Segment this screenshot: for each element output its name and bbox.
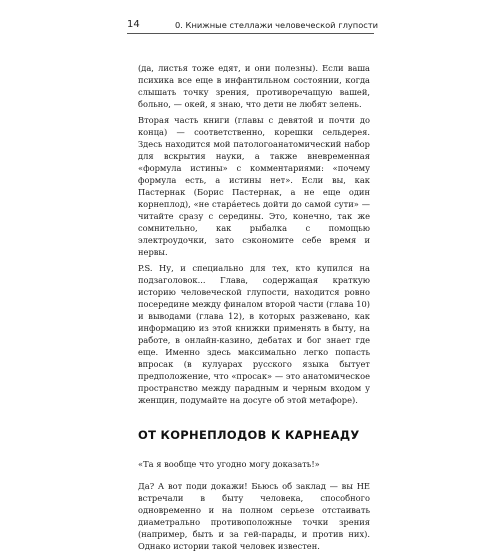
paragraph: P.S. Ну, и специально для тех, кто купился на подзаголовок... Глава, содержащая краткую историю человеческой глупости, находится ровно посередине между финалом второй части (глава 10) и выводами (глава 12), в которых разжевано, как информацию из этой книжки применять в быту, на работе, в онлайн-казино, дебатах и бог знает где еще. Именно здесь максимально легко попасть впросак (в кулуарах русского языка бытует предположение, что «просак» — это анатомическое пространство между парадным и черным входом у женщин, подумайте на досуге об этой метафоре). bbox=[138, 263, 370, 405]
page-number: 14 bbox=[127, 19, 140, 30]
running-header bbox=[127, 19, 379, 34]
paragraph: (да, листья тоже едят, и они полезны). Если ваша психика все еще в инфантильном состоянии, когда слышать точку зрения, противоречащую вашей, больно, — окей, я знаю, что дети не любят зелень. bbox=[138, 63, 370, 109]
body-text bbox=[138, 62, 370, 552]
chapter-title: 0. Книжные стеллажи человеческой глупости bbox=[175, 20, 379, 30]
paragraph: Вторая часть книги (главы с девятой и почти до конца) — соответственно, корешки сельдерея. Здесь находится мой патологоанатомический набор для вскрытия науки, а также вневременная «формула истины» с комментариями: «почему формула есть, а истины нет». Если вы, как Пастернак (Борис Пастернак, а не еще один корнеплод), «не старáетесь дойти до самой сути» — читайте сразу с середины. Это, конечно, так же сомнительно, как рыбалка с помощью электроудочки, зато сэкономите себе время и нервы. bbox=[138, 115, 370, 257]
paragraph: Да? А вот поди докажи! Бьюсь об заклад — вы НЕ встречали в быту человека, способного одновременно и на полном серьезе отстаивать диаметрально противоположные точки зрения (например, быть и за гей-парады, и против них). Однако истории такой человек известен. bbox=[138, 481, 370, 551]
epigraph-quote: «Та я вообще что угодно могу доказать!» bbox=[138, 459, 320, 469]
section-heading: ОТ КОРНЕПЛОДОВ К КАРНЕАДУ bbox=[138, 428, 360, 442]
